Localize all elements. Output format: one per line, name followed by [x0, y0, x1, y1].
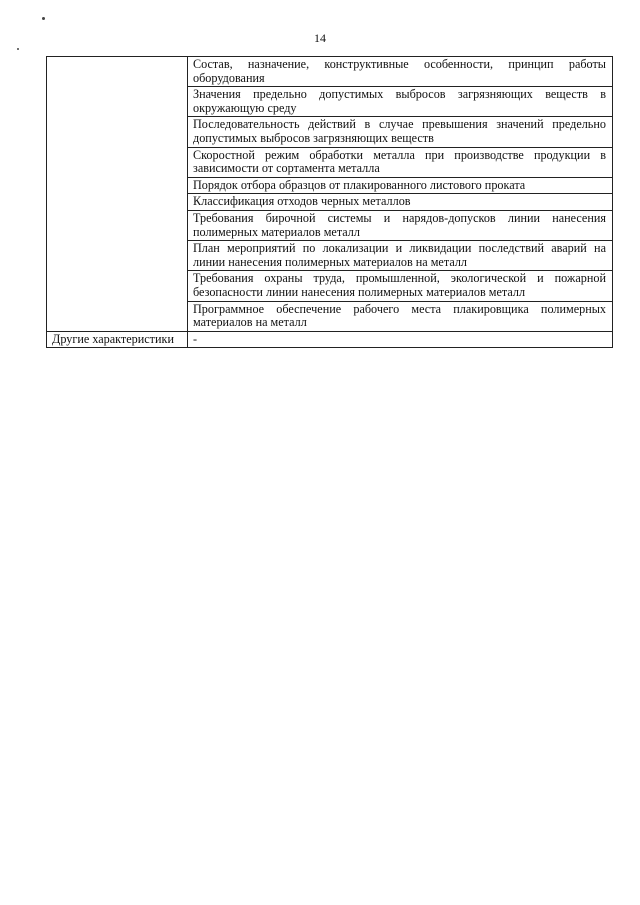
page-number: 14 — [314, 31, 326, 45]
scan-speck — [17, 48, 19, 50]
merged-left-cell — [47, 57, 188, 332]
knowledge-item: Порядок отбора образцов от плакированного листового проката — [188, 177, 613, 194]
scan-speck — [42, 17, 45, 20]
table-row — [47, 57, 613, 87]
knowledge-item: План мероприятий по локализации и ликвидации последствий аварий на линии нанесения полимерных материалов на металл — [188, 241, 613, 271]
knowledge-item: Требования охраны труда, промышленной, экологической и пожарной безопасности линии нанесения полимерных материалов металл — [188, 271, 613, 301]
knowledge-item: Значения предельно допустимых выбросов загрязняющих веществ в окружающую среду — [188, 87, 613, 117]
other-characteristics-value: - — [188, 331, 613, 348]
knowledge-item: Скоростной режим обработки металла при производстве продукции в зависимости от сортамента металла — [188, 147, 613, 177]
knowledge-item: Классификация отходов черных металлов — [188, 194, 613, 211]
knowledge-item: Требования бирочной системы и нарядов-допусков линии нанесения полимерных материалов металл — [188, 210, 613, 240]
knowledge-item: Программное обеспечение рабочего места плакировщика полимерных материалов на металл — [188, 301, 613, 331]
table-row-other — [47, 331, 613, 348]
knowledge-item: Состав, назначение, конструктивные особенности, принцип работы оборудования — [188, 57, 613, 87]
characteristics-table — [46, 56, 613, 348]
other-characteristics-label: Другие характеристики — [47, 331, 188, 348]
knowledge-item: Последовательность действий в случае превышения значений предельно допустимых выбросов загрязняющих веществ — [188, 117, 613, 147]
